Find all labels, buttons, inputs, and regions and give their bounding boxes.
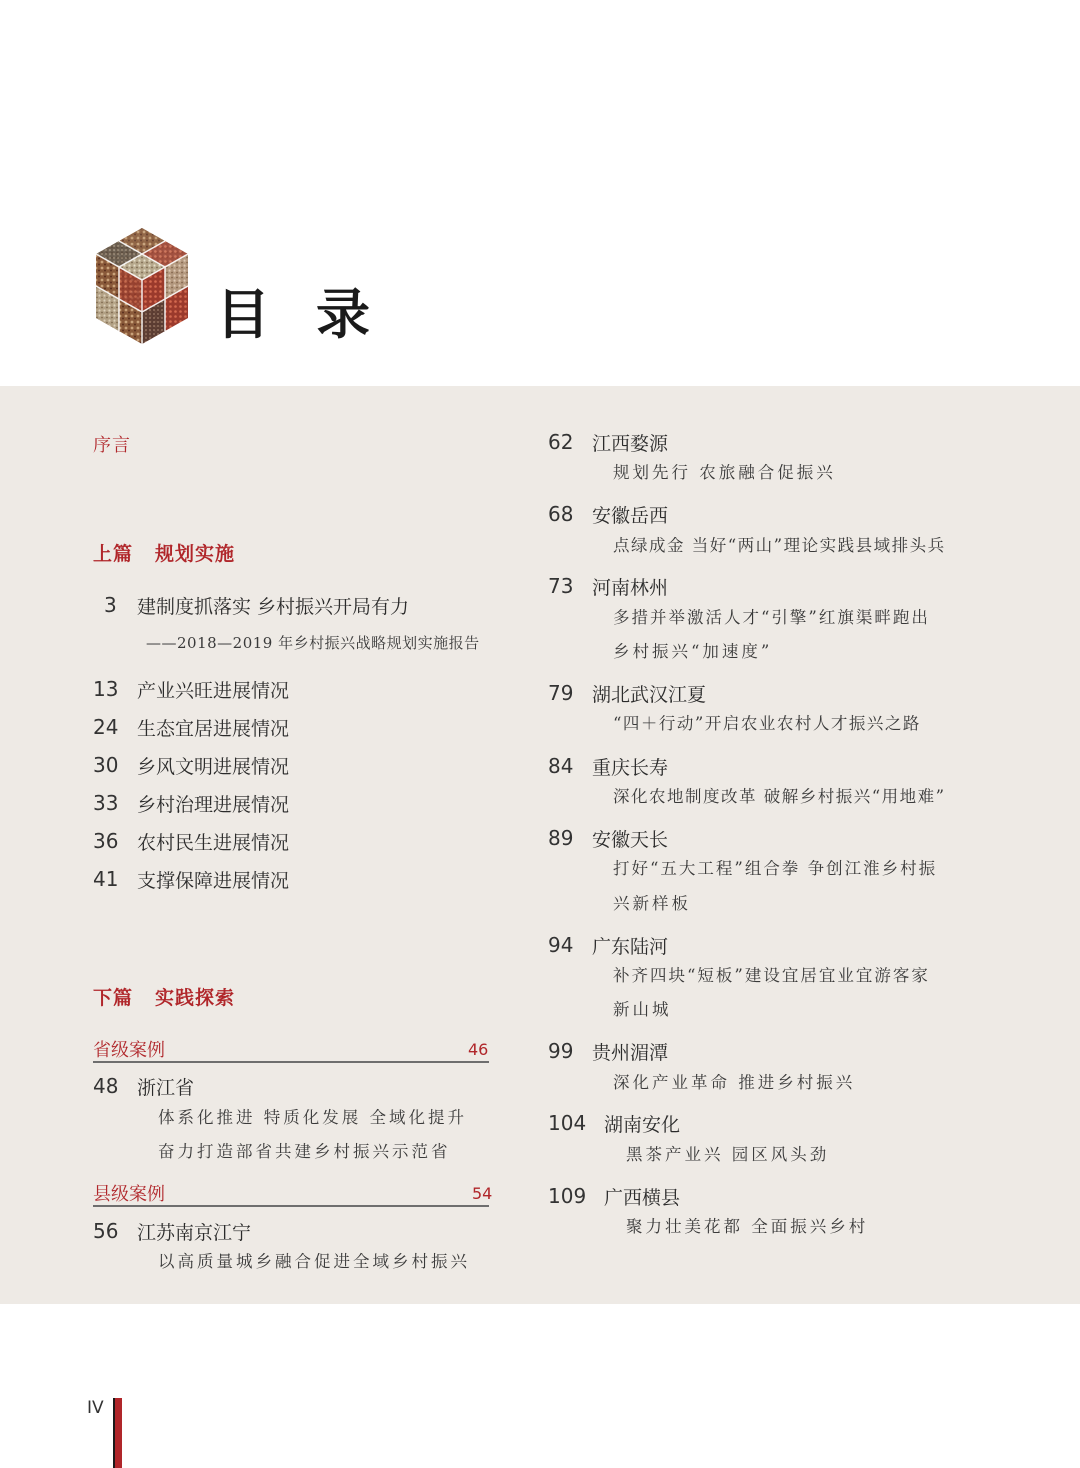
toc-entry[interactable]: 浙江省 — [137, 1077, 195, 1099]
part1-title: 规划实施 — [155, 543, 236, 565]
toc-page-number: 36 — [93, 829, 119, 853]
toc-entry[interactable]: 江苏南京江宁 — [137, 1222, 252, 1244]
toc-page-number: 89 — [548, 826, 574, 850]
toc-entry[interactable]: 重庆长寿 — [592, 757, 669, 779]
toc-entry[interactable]: 江西婺源 — [592, 433, 669, 455]
county-cases-label[interactable]: 县级案例 — [93, 1184, 165, 1205]
part2-label: 下篇 — [93, 987, 134, 1009]
part1-heading — [93, 539, 235, 566]
toc-entry[interactable]: 乡风文明进展情况 — [137, 756, 290, 778]
contents-heading-char-1: 目 — [216, 283, 270, 346]
toc-entry[interactable]: 贵州湄潭 — [592, 1042, 669, 1064]
toc-page-number: 13 — [93, 677, 119, 701]
toc-entry[interactable]: 农村民生进展情况 — [137, 832, 290, 854]
toc-entry-subtitle: 新山城 — [613, 1000, 672, 1019]
toc-entry-subtitle: 点绿成金 当好“两山”理论实践县域排头兵 — [613, 536, 946, 555]
section-rule — [93, 1061, 489, 1063]
part1-label: 上篇 — [93, 543, 134, 565]
toc-page-number: 104 — [548, 1111, 587, 1135]
toc-entry[interactable]: 产业兴旺进展情况 — [137, 680, 290, 702]
toc-entry-subtitle: 体系化推进 特质化发展 全域化提升 — [158, 1108, 467, 1127]
toc-entry[interactable]: 支撑保障进展情况 — [137, 870, 290, 892]
toc-page-number: 24 — [93, 715, 119, 739]
toc-page-number: 73 — [548, 574, 574, 598]
section-rule — [93, 1205, 489, 1207]
toc-entry[interactable]: 湖北武汉江夏 — [592, 684, 707, 706]
toc-page-number: 3 — [104, 593, 117, 617]
provincial-cases-label[interactable]: 省级案例 — [93, 1040, 165, 1061]
toc-entry-subtitle: 补齐四块“短板”建设宜居宜业宜游客家 — [613, 966, 930, 985]
toc-entry-preface[interactable]: 序言 — [93, 435, 131, 456]
toc-entry[interactable]: 湖南安化 — [604, 1114, 681, 1136]
toc-entry[interactable]: 生态宜居进展情况 — [137, 718, 290, 740]
toc-page-number: 30 — [93, 753, 119, 777]
toc-entry[interactable]: 广西横县 — [604, 1187, 681, 1209]
toc-entry-subtitle: 打好“五大工程”组合拳 争创江淮乡村振 — [613, 859, 938, 878]
toc-entry-subtitle: 深化产业革命 推进乡村振兴 — [613, 1073, 856, 1092]
county-cases-page: 54 — [472, 1184, 493, 1203]
toc-entry[interactable]: 乡村治理进展情况 — [137, 794, 290, 816]
toc-entry-subtitle: 乡村振兴“加速度” — [613, 642, 773, 661]
toc-entry-subtitle: 以高质量城乡融合促进全域乡村振兴 — [158, 1252, 470, 1271]
toc-entry-subtitle: 聚力壮美花都 全面振兴乡村 — [626, 1217, 869, 1236]
toc-page-number: 68 — [548, 502, 574, 526]
toc-page-number: 33 — [93, 791, 119, 815]
toc-page-number: 94 — [548, 933, 574, 957]
toc-entry[interactable]: 安徽天长 — [592, 829, 669, 851]
toc-entry-subtitle: 兴新样板 — [613, 894, 691, 913]
toc-entry-subtitle: ——2018—2019 年乡村振兴战略规划实施报告 — [146, 634, 480, 652]
toc-entry-subtitle: 黑茶产业兴 园区风头劲 — [626, 1145, 830, 1164]
toc-page-number: 79 — [548, 681, 574, 705]
toc-page-number: 48 — [93, 1074, 119, 1098]
toc-entry-subtitle: 奋力打造部省共建乡村振兴示范省 — [158, 1142, 451, 1161]
part2-title: 实践探索 — [155, 987, 236, 1009]
page-number: IV — [87, 1398, 104, 1418]
toc-entry-subtitle: 规划先行 农旅融合促振兴 — [613, 463, 836, 482]
toc-entry-subtitle: 多措并举激活人才“引擎”红旗渠畔跑出 — [613, 608, 930, 627]
toc-entry[interactable]: 建制度抓落实 乡村振兴开局有力 — [137, 596, 410, 618]
toc-entry-subtitle: 深化农地制度改革 破解乡村振兴“用地难” — [613, 787, 946, 806]
toc-page-number: 84 — [548, 754, 574, 778]
toc-page-number: 56 — [93, 1219, 119, 1243]
toc-page-number: 99 — [548, 1039, 574, 1063]
toc-page-number: 62 — [548, 430, 574, 454]
toc-page-number: 109 — [548, 1184, 587, 1208]
cube-logo-icon — [88, 224, 196, 348]
toc-entry-subtitle: “四＋行动”开启农业农村人才振兴之路 — [613, 714, 921, 733]
toc-entry[interactable]: 广东陆河 — [592, 936, 669, 958]
contents-heading-char-2: 录 — [316, 283, 370, 346]
page-marker-bar — [113, 1398, 122, 1468]
provincial-cases-page: 46 — [468, 1040, 489, 1059]
toc-page-number: 41 — [93, 867, 119, 891]
toc-entry[interactable]: 河南林州 — [592, 577, 669, 599]
toc-entry[interactable]: 安徽岳西 — [592, 505, 669, 527]
part2-heading — [93, 983, 235, 1010]
